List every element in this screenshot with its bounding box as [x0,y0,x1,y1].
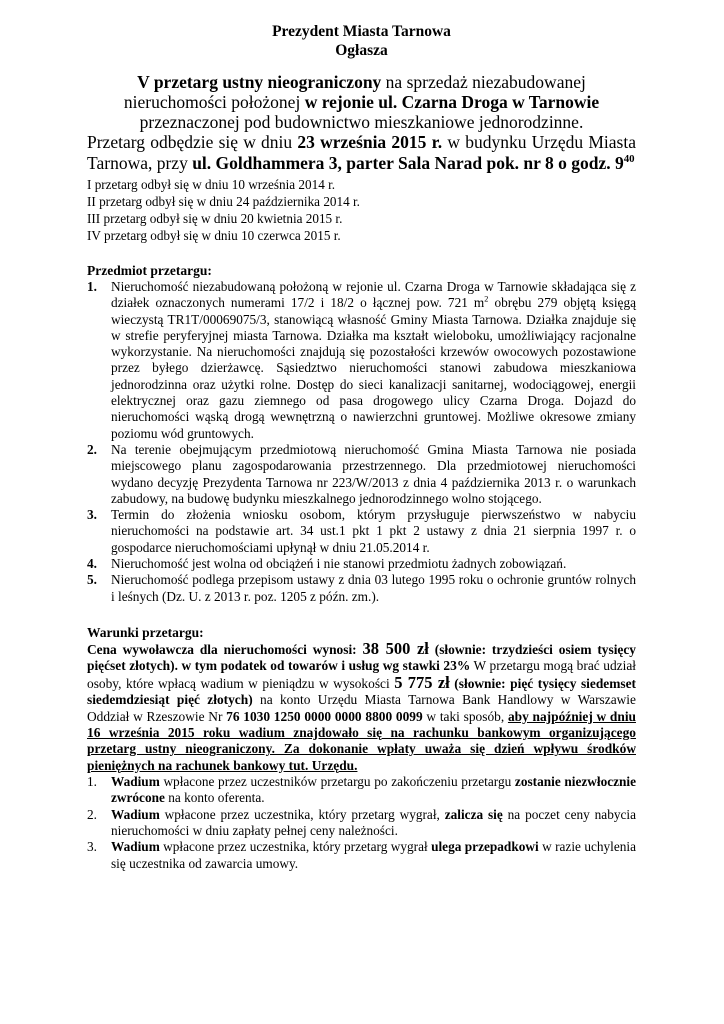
list-item-bold: Wadium [111,774,160,790]
list-item-number: 3. [87,507,97,523]
list-item-number: 2. [87,806,97,822]
list-item-number: 5. [87,572,97,588]
list-item-bold: zostanie niezwłocznie zwrócone [111,774,637,806]
history-item: II przetarg odbył się w dniu 24 października 2014 r. [87,194,360,209]
list-item-number: 1. [87,279,97,294]
wadium-deadline: aby najpóźniej w dniu 16 września 2015 roku wadium znajdowało się na rachunku bankowym organizującego przetarg ustny nieograniczony. Za dokonanie wpłaty uważa się dzień wpływu środków pieniężnych na rachunek bankowy tut. Urzędu. [87,708,636,773]
date-text-1: Przetarg odbędzie się w dniu [87,132,298,152]
cena-label: Cena wywoławcza dla nieruchomości wynosi: [87,641,363,657]
wadium-text-3: w taki sposób, [422,708,508,724]
list-item-number: 3. [87,839,97,855]
list-item [87,279,636,442]
list-item-text: w razie uchylenia się uczestnika od zawarcia umowy. [111,839,637,871]
list-item-text: na poczet ceny nabycia nieruchomości w dniu zapłaty pełnej ceny należności. [111,806,636,839]
list-item [87,507,636,556]
list-item [87,774,636,807]
list-item-text: Nieruchomość jest wolna od obciążeń i nie stanowi przedmiotu żadnych zobowiązań. [111,556,567,572]
document-title: Prezydent Miasta Tarnowa [272,23,451,40]
auction-place: ul. Goldhammera 3, parter Sala Narad pok. nr 8 o godz. 9 [192,153,624,173]
list-item-text: wpłacone przez uczestnika, który przetarg wygrał, [159,806,445,822]
cena-value: 38 500 zł [362,638,429,658]
cena-words: (słownie: trzydzieści osiem tysięcy pięćset złotych). w tym podatek od towarów i usług wg stawki 23% [87,641,636,674]
auction-time-sup: 40 [623,153,635,166]
list-item-bold: Wadium [111,839,160,855]
list-item-number: 1. [87,774,97,790]
list-item-text: wpłacone przez uczestników przetargu po zakończeniu przetargu [159,774,515,790]
list-item-number: 2. [87,441,97,457]
list-item-text: Termin do złożenia wniosku osobom, którym przysługuje pierwszeństwo w nabyciu nieruchomości na podstawie art. 34 ust.1 pkt 1 pkt 2 ustawy z dnia 21 sierpnia 1997 r. o gospodarce nieruchomościami upłynął w dniu 21.05.2014 r. [111,507,636,555]
wadium-words: (słownie: pięć tysięcy siedemset siedemdziesiąt pięć złotych) [87,675,636,708]
date-paragraph [87,132,636,174]
warunki-title: Warunki przetargu: [87,624,204,640]
list-item-text: Nieruchomość niezabudowaną położoną w rejonie ul. Czarna Droga w Tarnowie składająca się z działek oznaczonych numerami 17/2 i 18/2 o łącznej pow. 721 m [111,279,636,311]
auction-date: 23 września 2015 r. [297,132,443,152]
wadium-intro: W przetargu mogą brać udział osoby, które wpłacą wadium w pieniądzu w wysokości [87,658,636,691]
wadium-value: 5 775 zł [394,672,450,692]
list-item-text-cont: obrębu 279 objętą księgą wieczystą TR1T/00069075/3, stanowiącą własność Gminy Miasta Tarnowa. Działka znajduje się w strefie peryferyjnej miasta Tarnowa. Działka ma kształt wieloboku, umożliwiający racjonalne wykorzystanie. Na nieruchomości znajdują się pozostałości krzewów owocowych pozostawione przez byłego dzierżawcę. Sąsiedztwo nieruchomości stanowi zabudowa mieszkaniowa jednorodzinna oraz użytki rolne. Dostęp do sieci kanalizacji sanitarnej, wodociągowej, energii elektrycznej oraz gazu ziemnego od pasa drogowego ulicy Czarna Droga. Dojazd do nieruchomości wąską drogą wewnętrzną o nawierzchni gruntowej. Możliwe okresowe zmiany poziomu wód gruntowych. [111,295,636,441]
przedmiot-title: Przedmiot przetargu: [87,263,212,278]
list-item-text: Nieruchomość podlega przepisom ustawy z dnia 03 lutego 1995 roku o ochronie gruntów rolnych i leśnych (Dz. U. z 2013 r. poz. 1205 z późn. zm.). [111,572,636,604]
history-item: I przetarg odbył się w dniu 10 września 2014 r. [87,177,336,192]
warunki-paragraph [87,638,636,774]
history-item: IV przetarg odbył się w dniu 10 czerwca 2015 r. [87,228,341,243]
history-item: III przetarg odbył się w dniu 20 kwietnia 2015 r. [87,211,343,226]
wadium-list [87,774,636,872]
list-item [87,807,636,840]
intro-bold-2: w rejonie ul. Czarna Droga w Tarnowie [304,92,600,112]
list-item-text: wpłacone przez uczestnika, który przetarg wygrał [159,839,432,855]
area-sup: 2 [484,294,489,304]
list-item-text: Na terenie obejmującym przedmiotową nieruchomość Gmina Miasta Tarnowa nie posiada miejscowego planu zagospodarowania przestrzennego. Dla przedmiotowej nieruchomości wydano decyzję Prezydenta Tarnowa nr 223/W/2013 z dnia 4 października 2013 r. o warunkach zabudowy, na budowę budynku mieszkalnego jednorodzinnego wolno stojącego. [111,441,636,506]
list-item [87,839,636,872]
list-item-bold: Wadium [111,806,160,822]
bank-account: 76 1030 1250 0000 0000 8800 0099 [226,708,423,724]
przedmiot-list [87,279,636,605]
list-item-bold: zalicza się [444,806,503,822]
list-item-bold: ulega przepadkowi [431,839,539,855]
list-item [87,556,636,572]
list-item-text: na konto oferenta. [164,790,265,806]
wadium-text-2: na konto Urzędu Miasta Tarnowa Bank Handlowy w Warszawie Oddział w Rzeszowie Nr [87,692,636,724]
list-item [87,442,636,507]
list-item-number: 4. [87,556,97,572]
history-list [87,176,636,244]
intro-text-2: przeznaczonej pod budownictwo mieszkaniowe jednorodzinne. [139,112,584,132]
intro-paragraph [87,72,636,132]
date-text-2: w budynku Urzędu Miasta Tarnowa, przy [87,132,636,173]
intro-bold-1: V przetarg ustny nieograniczony [137,72,382,92]
list-item [87,572,636,605]
document-subtitle: Ogłasza [335,42,388,59]
intro-text-1: na sprzedaż niezabudowanej nieruchomości położonej [123,72,586,112]
